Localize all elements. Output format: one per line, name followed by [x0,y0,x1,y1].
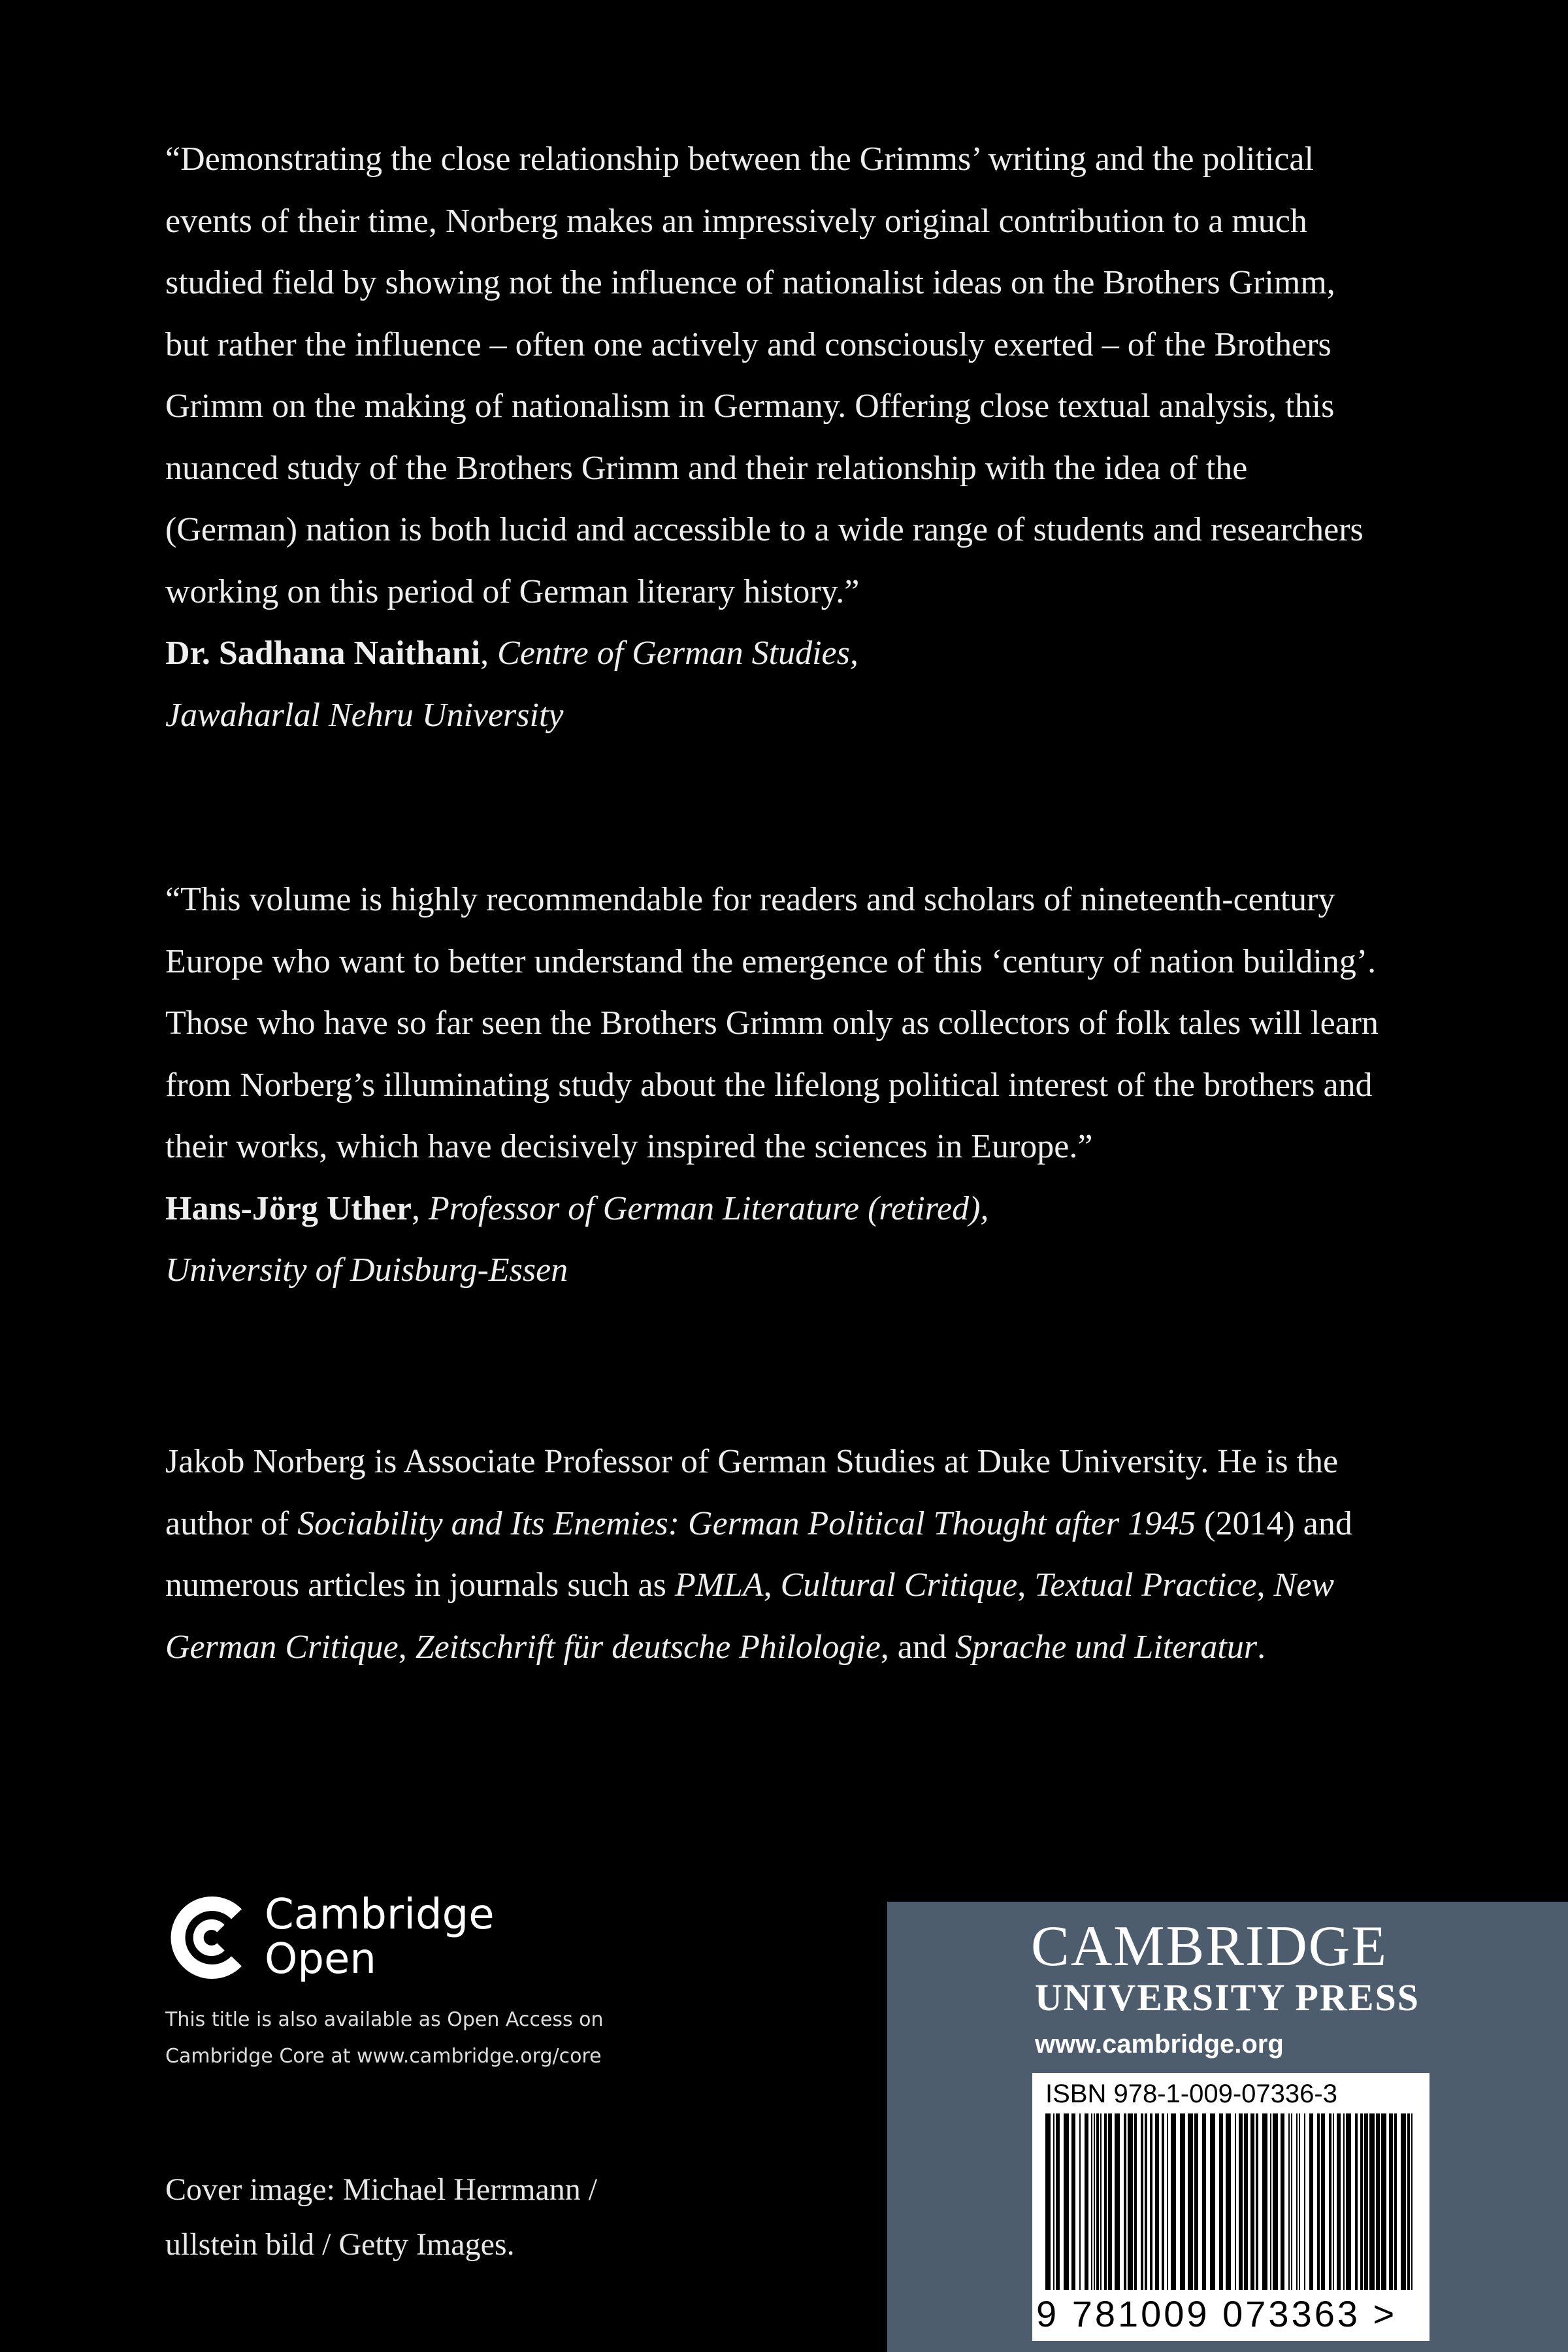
quote-1-attribution: Dr. Sadhana Naithani, Centre of German Studies, [165,635,858,672]
publisher-panel [887,1902,1568,2352]
bio-end: . [1257,1628,1266,1666]
bio-sep-3: , [1256,1566,1274,1604]
bio-sep-1: , [763,1566,781,1604]
publisher-url: www.cambridge.org [1035,2030,1284,2059]
bio-journal-4: New German Critique [165,1566,1334,1666]
bio-book-title: Sociability and Its Enemies: German Political Thought after 1945 [297,1504,1196,1542]
bio-sep-2: , [1017,1566,1035,1604]
cambridge-open-brand-line-2: Open [265,1935,376,1983]
bio-part-1: Jakob Norberg is Associate Professor of German Studies at Duke University. He is the author of [165,1443,1339,1542]
publisher-subtitle: UNIVERSITY PRESS [1035,1976,1420,2019]
bio-journal-1: PMLA [674,1566,764,1604]
bio-journal-2: Cultural Critique [780,1566,1018,1604]
quote-1-author: Dr. Sadhana Naithani [165,635,481,672]
quote-2-affiliation-1: Professor of German Literature (retired), [428,1189,989,1227]
review-quote-2 [165,869,1387,1302]
bio-sep-4: , [398,1628,416,1666]
bio-part-2: (2014) and numerous articles in journals such as [165,1504,1352,1604]
bio-journal-5: Zeitschrift für deutsche Philologie [415,1628,881,1666]
open-access-note [165,2002,662,2075]
cambridge-open-logo [163,1892,529,1983]
quote-1-affiliation-2: Jawaharlal Nehru University [165,696,564,734]
barcode-digits: 9 781009 073363 > [1036,2293,1397,2334]
review-quote-1 [165,129,1387,746]
quote-2-attribution: Hans-Jörg Uther, Professor of German Literature (retired), [165,1189,989,1227]
isbn-label: ISBN 978-1-009-07336-3 [1045,2079,1337,2108]
quote-2-author: Hans-Jörg Uther [165,1189,412,1227]
cover-credit-line-2: ullstein bild / Getty Images. [165,2227,515,2262]
bio-journal-6: Sprache und Literatur [955,1628,1258,1666]
open-access-note-line-1: This title is also available as Open Access on [165,2008,604,2031]
bio-sep-5: , and [880,1628,955,1666]
quote-2-text: “This volume is highly recommendable for readers and scholars of nineteenth-century Europe who want to better understand the emergence of this ‘century of nation building’. Those who have so far seen the Brothers Grimm only as collectors of folk tales will learn from Norberg’s illuminating study about the lifelong political interest of the brothers and their works, which have decisively inspired the sciences in Europe.” [165,881,1379,1165]
isbn-barcode-box [1032,2073,1429,2341]
quote-1-text: “Demonstrating the close relationship between the Grimms’ writing and the political events of their time, Norberg makes an impressively original contribution to a much studied field by showing not the influence of nationalist ideas on the Brothers Grimm, but rather the influence – often one actively and consciously exerted – of the Brothers Grimm on the making of nationalism in Germany. Offering close textual analysis, this nuanced study of the Brothers Grimm and their relationship with the idea of the (German) nation is both lucid and accessible to a wide range of students and researchers working on this period of German literary history.” [165,141,1364,610]
open-access-note-line-2: Cambridge Core at www.cambridge.org/core [165,2045,602,2068]
cover-credit-line-1: Cover image: Michael Herrmann / [165,2172,598,2207]
cover-image-credit [165,2162,753,2272]
bio-journal-3: Textual Practice [1034,1566,1257,1604]
cambridge-open-brand-line-1: Cambridge [265,1891,495,1939]
cambridge-open-icon [163,1892,255,1983]
barcode-icon [1041,2113,1420,2296]
author-bio [165,1431,1387,1678]
quote-2-affiliation-2: University of Duisburg-Essen [165,1251,568,1289]
quote-1-affiliation-1: Centre of German Studies, [497,635,858,672]
publisher-name: CAMBRIDGE [1031,1915,1388,1978]
